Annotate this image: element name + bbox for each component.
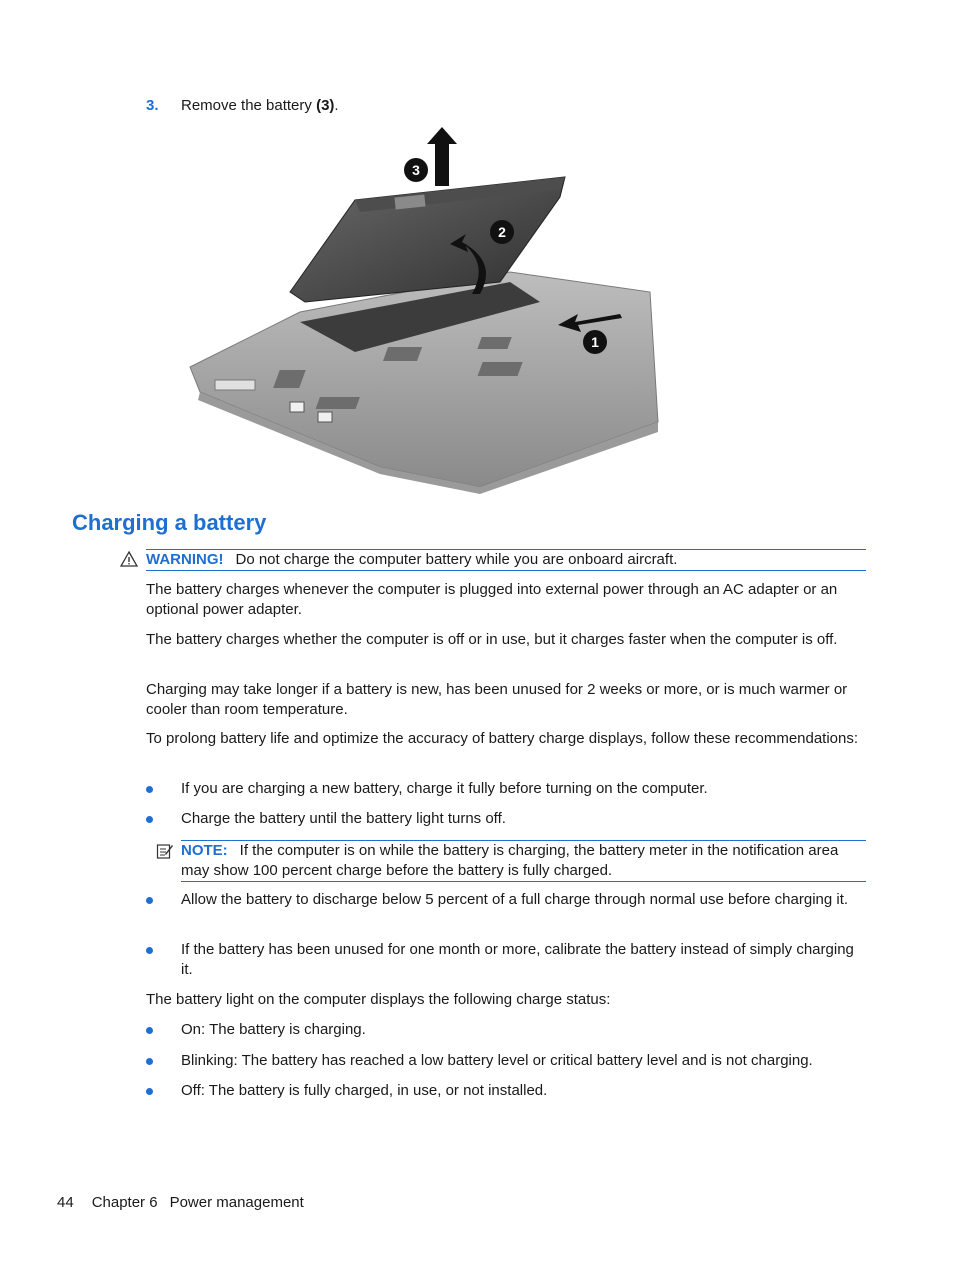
- list-item-text: Charge the battery until the battery light turns off.: [181, 810, 506, 827]
- bullet-dot: [146, 1058, 153, 1065]
- section-title: Charging a battery: [72, 510, 267, 535]
- svg-text:2: 2: [498, 224, 506, 240]
- list-item-text: If the battery has been unused for one month or more, calibrate the battery instead of simply charging it.: [181, 941, 854, 978]
- list-item-text: Off: The battery is fully charged, in use, or not installed.: [181, 1082, 548, 1099]
- list-item: [146, 1081, 866, 1101]
- note-label: NOTE:: [181, 842, 228, 859]
- callout-1: [583, 330, 607, 354]
- step-number: 3.: [146, 97, 159, 114]
- callout-3: [404, 158, 428, 182]
- bullet-dot: [146, 816, 153, 823]
- page-number: 44: [57, 1194, 74, 1211]
- note-text: If the computer is on while the battery is charging, the battery meter in the notification area may show 100 percent charge before the battery is fully charged.: [181, 842, 839, 879]
- bullet-dot: [146, 786, 153, 793]
- list-item-text: Allow the battery to discharge below 5 percent of a full charge through normal use before charging it.: [181, 891, 849, 908]
- list-item: [146, 940, 866, 980]
- paragraph-3: Charging may take longer if a battery is new, has been unused for 2 weeks or more, or is much warmer or cooler than room temperature.: [146, 681, 848, 718]
- warning-callout: [146, 549, 866, 571]
- list-item-text: Blinking: The battery has reached a low battery level or critical battery level and is not charging.: [181, 1052, 813, 1069]
- step-text: Remove the battery: [181, 97, 317, 114]
- list-item: [146, 809, 866, 829]
- paragraph-4: To prolong battery life and optimize the accuracy of battery charge displays, follow these recommendations:: [146, 730, 859, 747]
- list-item: [146, 1020, 866, 1040]
- list-item: [146, 1051, 866, 1071]
- page-footer: [57, 1193, 322, 1213]
- list-item-text: On: The battery is charging.: [181, 1021, 366, 1038]
- note-callout: [181, 840, 866, 882]
- list-item-text: If you are charging a new battery, charge it fully before turning on the computer.: [181, 780, 708, 797]
- chapter-title: Power management: [169, 1194, 304, 1211]
- step-callout-ref: (3): [316, 97, 335, 114]
- status-intro: The battery light on the computer displays the following charge status:: [146, 991, 611, 1008]
- warning-icon: [120, 550, 138, 568]
- bullet-dot: [146, 947, 153, 954]
- list-item: [146, 890, 866, 910]
- bullet-dot: [146, 1027, 153, 1034]
- svg-text:1: 1: [591, 334, 599, 350]
- step-3: [146, 96, 339, 116]
- bullet-dot: [146, 1088, 153, 1095]
- warning-text: Do not charge the computer battery while you are onboard aircraft.: [235, 551, 678, 568]
- battery-removal-illustration: [180, 122, 670, 494]
- callout-2: [490, 220, 514, 244]
- paragraph-1: The battery charges whenever the computer is plugged into external power through an AC adapter or an optional power adapter.: [146, 581, 838, 618]
- paragraph-2: The battery charges whether the computer is off or in use, but it charges faster when the computer is off.: [146, 631, 838, 648]
- note-icon: [156, 842, 174, 860]
- step-text-end: .: [334, 97, 339, 114]
- svg-text:3: 3: [412, 162, 420, 178]
- list-item: [146, 779, 866, 799]
- warning-label: WARNING!: [146, 551, 224, 568]
- bullet-dot: [146, 897, 153, 904]
- chapter-label: Chapter 6: [91, 1194, 158, 1211]
